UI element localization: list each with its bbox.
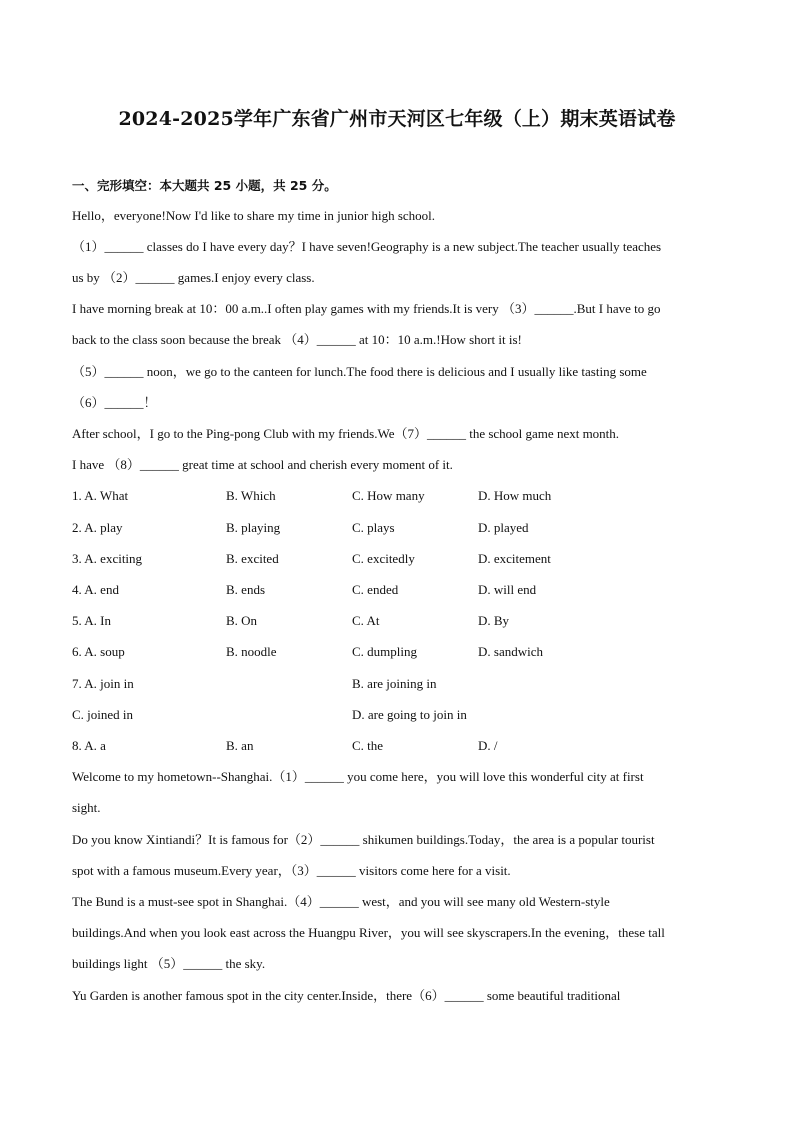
option-c: C. plays xyxy=(352,520,395,535)
option-a: 8. A. a xyxy=(72,738,106,753)
passage-line: us by （2）______ games.I enjoy every class. xyxy=(72,270,315,285)
passage-line: back to the class soon because the break （4）______ at 10：10 a.m.!How short it is! xyxy=(72,332,522,347)
option-c: C. excitedly xyxy=(352,551,415,566)
option-a: 1. A. What xyxy=(72,488,129,503)
option-d: D. excitement xyxy=(478,551,551,566)
passage-line: After school，I go to the Ping-pong Club with my friends.We（7）______ the school game next month. xyxy=(72,426,620,441)
option-d: D. will end xyxy=(478,582,537,597)
option-c: C. How many xyxy=(352,488,425,503)
passage-line: buildings.And when you look east across the Huangpu River，you will see skyscrapers.In the evening，these tall xyxy=(72,925,665,940)
option-b: B. ends xyxy=(226,582,265,597)
passage-line: The Bund is a must-see spot in Shanghai.（4）______ west，and you will see many old Western-style xyxy=(72,894,610,909)
option-d: D. sandwich xyxy=(478,644,543,659)
option-c: C. joined in xyxy=(72,707,134,722)
option-b: B. an xyxy=(226,738,254,753)
option-a: 5. A. In xyxy=(72,613,111,628)
option-b: B. noodle xyxy=(226,644,277,659)
option-d: D. By xyxy=(478,613,510,628)
passage-line: （6）______！ xyxy=(72,395,157,410)
option-a: 2. A. play xyxy=(72,520,123,535)
option-c: C. dumpling xyxy=(352,644,418,659)
passage-line: Hello，everyone!Now I'd like to share my time in junior high school. xyxy=(72,208,436,223)
option-a: 4. A. end xyxy=(72,582,119,597)
option-d: D. are going to join in xyxy=(352,707,467,722)
passage-line: Yu Garden is another famous spot in the city center.Inside，there（6）______ some beautiful traditional xyxy=(72,988,621,1003)
passage-line: （5）______ noon，we go to the canteen for lunch.The food there is delicious and I usually like tasting some xyxy=(72,364,647,379)
option-d: D. How much xyxy=(478,488,552,503)
option-a: 7. A. join in xyxy=(72,676,134,691)
exam-title: 2024-2025学年广东省广州市天河区七年级（上）期末英语试卷 xyxy=(118,108,676,130)
option-a: 3. A. exciting xyxy=(72,551,143,566)
option-c: C. At xyxy=(352,613,380,628)
option-b: B. excited xyxy=(226,551,279,566)
option-c: C. the xyxy=(352,738,384,753)
option-b: B. playing xyxy=(226,520,281,535)
option-b: B. On xyxy=(226,613,258,628)
option-a: 6. A. soup xyxy=(72,644,125,659)
option-b: B. Which xyxy=(226,488,276,503)
passage-line: sight. xyxy=(72,800,101,815)
option-c: C. ended xyxy=(352,582,399,597)
passage-line: buildings light （5）______ the sky. xyxy=(72,956,266,971)
passage-line: I have morning break at 10：00 a.m..I often play games with my friends.It is very （3）______.But I have to go xyxy=(72,301,661,316)
passage-line: I have （8）______ great time at school and cherish every moment of it. xyxy=(72,457,453,472)
passage-line: Do you know Xintiandi？It is famous for（2）______ shikumen buildings.Today，the area is a popular tourist xyxy=(72,832,655,847)
passage-line: spot with a famous museum.Every year，（3）______ visitors come here for a visit. xyxy=(72,863,511,878)
option-d: D. played xyxy=(478,520,529,535)
option-b: B. are joining in xyxy=(352,676,437,691)
option-d: D. / xyxy=(478,738,498,753)
passage-line: Welcome to my hometown--Shanghai.（1）______ you come here，you will love this wonderful city at first xyxy=(72,769,644,784)
passage-line: （1）______ classes do I have every day？I have seven!Geography is a new subject.The teacher usually teaches xyxy=(72,239,662,254)
section-heading: 一、完形填空：本大题共 25 小题，共 25 分。 xyxy=(72,178,337,193)
